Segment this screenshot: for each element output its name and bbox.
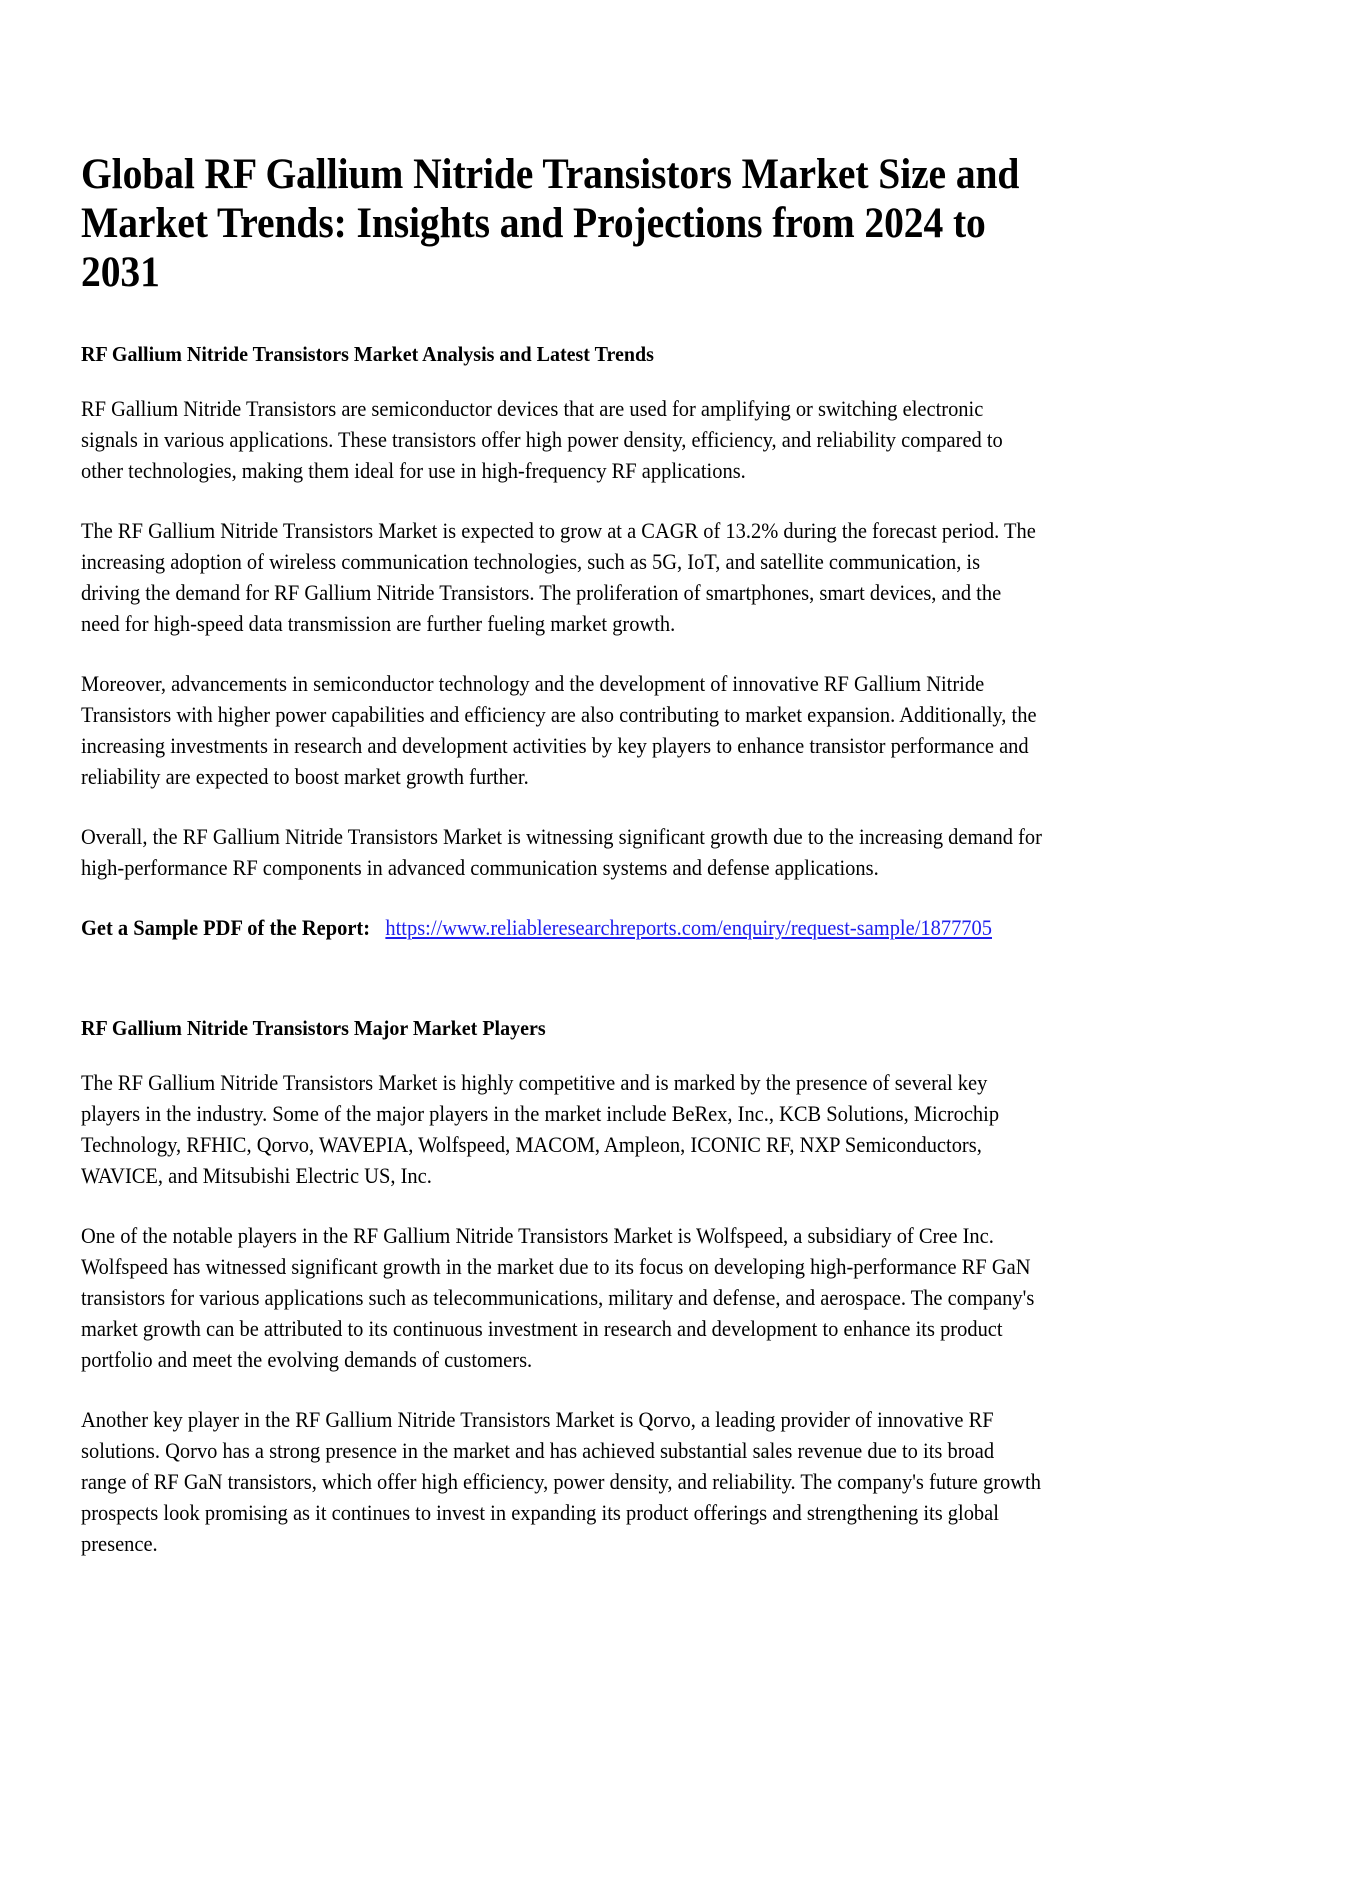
document-content — [81, 150, 1046, 1559]
section-heading-analysis: RF Gallium Nitride Transistors Market Analysis and Latest Trends — [81, 342, 654, 366]
paragraph-qorvo: Another key player in the RF Gallium Nitride Transistors Market is Qorvo, a leading provider of innovative RF solutions. Qorvo has a strong presence in the market and has achieved substantial sales revenue due to its broad range of RF GaN transistors, which offer high efficiency, power density, and reliability. The company's future growth prospects look promising as it continues to invest in expanding its product offerings and strengthening its global presence. — [81, 1407, 1041, 1556]
paragraph-technology-advancements: Moreover, advancements in semiconductor technology and the development of innovative RF Gallium Nitride Transistors with higher power capabilities and efficiency are also contributing to market expansion. Additionally, the increasing investments in research and development activities by key players to enhance transistor performance and reliability are expected to boost market growth further. — [81, 671, 1037, 789]
section-heading-major-players: RF Gallium Nitride Transistors Major Market Players — [81, 1016, 546, 1040]
page-title: Global RF Gallium Nitride Transistors Market Size and Market Trends: Insights and Projections from 2024 to 2031 — [81, 151, 1020, 296]
section-spacer — [81, 943, 1046, 1015]
paragraph-cagr-growth: The RF Gallium Nitride Transistors Market is expected to grow at a CAGR of 13.2% during the forecast period. The increasing adoption of wireless communication technologies, such as 5G, IoT, and satellite communication, is driving the demand for RF Gallium Nitride Transistors. The proliferation of smartphones, smart devices, and the need for high-speed data transmission are further fueling market growth. — [81, 518, 1036, 636]
paragraph-overview: RF Gallium Nitride Transistors are semiconductor devices that are used for amplifying or switching electronic signals in various applications. These transistors offer high power density, efficiency, and reliability compared to other technologies, making them ideal for use in high-frequency RF applications. — [81, 396, 1003, 483]
sample-pdf-link[interactable]: https://www.reliableresearchreports.com/enquiry/request-sample/1877705 — [385, 915, 992, 940]
sample-pdf-label: Get a Sample PDF of the Report: — [81, 915, 371, 940]
paragraph-wolfspeed: One of the notable players in the RF Gallium Nitride Transistors Market is Wolfspeed, a subsidiary of Cree Inc. Wolfspeed has witnessed significant growth in the market due to its focus on developing high-performance RF GaN transistors for various applications such as telecommunications, military and defense, and aerospace. The company's market growth can be attributed to its continuous investment in research and development to enhance its product portfolio and meet the evolving demands of customers. — [81, 1223, 1035, 1372]
paragraph-competitive-landscape: The RF Gallium Nitride Transistors Market is highly competitive and is marked by the presence of several key players in the industry. Some of the major players in the market include BeRex, Inc., KCB Solutions, Microchip Technology, RFHIC, Qorvo, WAVEPIA, Wolfspeed, MACOM, Ampleon, ICONIC RF, NXP Semiconductors, WAVICE, and Mitsubishi Electric US, Inc. — [81, 1070, 1000, 1188]
sample-pdf-block — [81, 912, 1044, 943]
paragraph-overall-summary: Overall, the RF Gallium Nitride Transistors Market is witnessing significant growth due to the increasing demand for high-performance RF components in advanced communication systems and defense applications. — [81, 824, 1042, 880]
